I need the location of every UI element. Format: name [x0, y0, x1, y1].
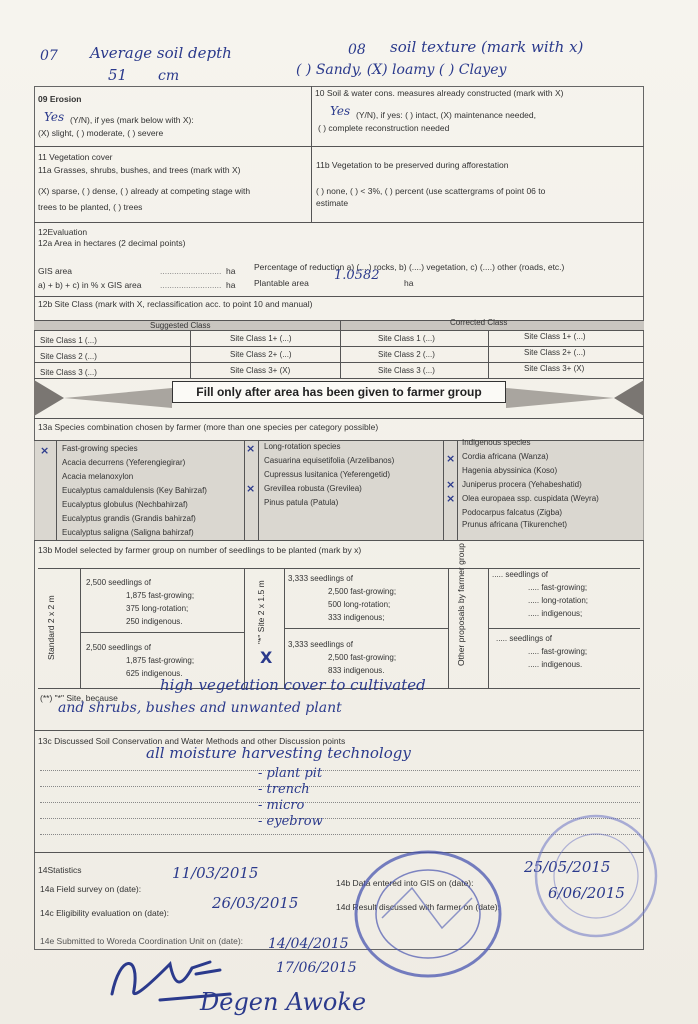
discussion-line4: - micro	[258, 798, 305, 813]
stats-a-value: 11/03/2015	[172, 864, 259, 882]
o2-3: ..... indigenous.	[528, 660, 583, 669]
stats-b-label: 14b Data entered into GIS on (date):	[336, 878, 474, 888]
evaluation-area-title: 12a Area in hectares (2 decimal points)	[38, 238, 186, 248]
erosion-line2: (X) slight, ( ) moderate, ( ) severe	[38, 128, 164, 138]
erosion-yes: Yes	[44, 110, 65, 124]
fast-4: Eucalyptus globulus (Nechbahirzaf)	[62, 500, 188, 509]
star-site-label: "*" Site 2 x 1.5 m	[256, 580, 266, 644]
vegetation-sub-b: 11b Vegetation to be preserved during afforestation	[316, 160, 509, 170]
s2-1: 2,500 seedlings of	[86, 643, 151, 652]
sc-col3-1: Site Class 1 (...)	[378, 334, 435, 343]
discussion-title: 13c Discussed Soil Conservation and Water Methods and other Discussion points	[38, 736, 346, 746]
fast-3: Eucalyptus camaldulensis (Key Bahirzaf)	[62, 486, 207, 495]
evaluation-ha1: ha	[226, 266, 236, 276]
vegetation-b-line2: estimate	[316, 198, 349, 208]
because-line2: and shrubs, bushes and unwanted plant	[58, 700, 342, 716]
species-title: 13a Species combination chosen by farmer (more than one species per category possible)	[38, 422, 379, 432]
evaluation-ha3: ha	[404, 278, 414, 288]
s1-1: 2,500 seedlings of	[86, 578, 151, 587]
evaluation-plantable-value: 1.0582	[334, 268, 380, 283]
stats-d-label: 14d Result discussed with farmer on (date):	[336, 902, 500, 912]
signature-name: Degen Awoke	[200, 988, 367, 1016]
t2-3: 833 indigenous.	[328, 666, 385, 675]
long-header: Long-rotation species	[264, 442, 341, 451]
ind-4: Olea europaea ssp. cuspidata (Weyra)	[462, 494, 599, 503]
vegetation-sub-a: 11a Grasses, shrubs, bushes, and trees (mark with X)	[38, 165, 241, 175]
form-page: 07 Average soil depth 51 cm 08 soil texture (mark with x) ( ) Sandy, (X) loamy ( ) Clayey 09 Erosion Yes (Y/N), if yes (mark below with X): (X) slight, ( ) moderate, ( ) severe 10 Soil & water cons. measures already constructed (mark with X) Yes (Y/N), if yes: ( ) intact, (X) maintenance needed, ( ) complete reconstruction needed 11 Vegetation cover 11a Grasses, shrubs, bushes, and trees (mark with X) (X) sparse, ( ) dense, ( ) already at competing stage with trees to be planted, ( ) trees 11b Vegetation to be preserved during afforestation ( ) none, ( ) < 3%, ( ) percent (use scattergrams of point 06 to estimate 12Evaluation 12a Area in hectares (2 decimal points) GIS area .......................... ha a) + b) + c) in % x GIS area .......................... ha Percentage of reduction a) (....) rocks, b) (....) vegetation, c) (....) other (roads, etc.) Plantable area 1.0582 ha 12b Site Class (mark with X, reclassification acc. to point 10 and manual) Suggested Class Corrected Class Site Class 1 (...) Site Class 2 (...) Site Class 3 (...) Site Class 1+ (...) Site Class 2+ (...) Site Class 3+ (X) Site Class 1 (...) Site Class 2 (...) Site Class 3 (...) Site Class 1+ (...) Site Class 2+ (...) Site Class 3+ (X) Fill only after area has been given to farmer group 13a Species combination chosen by farmer (more than one species per category possible) Fast-growing species Acacia decurrens (Yeferengiegirar) Acacia melanoxylon Eucalyptus camaldulensis (Key Bahirzaf) Eucalyptus globulus (Nechbahirzaf) Eucalyptus grandis (Grandis bahirzaf) Eucalyptus saligna (Saligna bahirzaf) × Long-rotation species Casuarina equisetifolia (Arzelibanos) Cupressus lusitanica (Yeferengetid) Grevillea robusta (Grevilea) Pinus patula (Patula) × × Indigenous species Cordia africana (Wanza) Hagenia abyssinica (Koso) Juniperus procera (Yehabeshatid) Olea europaea ssp. cuspidata (Weyra) Podocarpus falcatus (Zigba) Prunus africana (Tikurenchet) × × × 13b Model selected by farmer group on number of seedlings to be planted (mark by x) Standard 2 x 2 m "*" Site 2 x 1.5 m Other proposals by farmer group 2,500 seedlings of 1,875 fast-growing; 375 long-rotation; 250 indigenous. 2,500 seedlings of 1,875 fast-growing; 625 indigenous. 3,333 seedlings of 2,500 fast-growing; 500 long-rotation; 333 indigenous; 3,333 seedlings of 2,500 fast-growing; 833 indigenous. ..... seedlings of ..... fast-growing; ..... long-rotation; ..... indigenous; ..... seedlings of ..... fast-growing; ..... indigenous. X (**) "*" Site, because high vegetation cover to cultivated and shrubs, bushes and unwanted plant 13c Discussed Soil Conservation and Water Methods and other Discussion points all moisture harvesting technology - plant pit - trench - micro - eyebrow 14Statistics 14a Field survey on (date): 11/03/2015 14b Data entered into GIS on (date): 25/05/2015 14c Eligibility evaluation on (date): 26/03/2015 14d Result discussed with farmer on (date): 6/06/2015 14e Submitted to Woreda Coordination Unit on (date): 14/04/2015 17/06/2015 Degen Awoke	[0, 0, 698, 1024]
stats-c-label: 14c Eligibility evaluation on (date):	[40, 908, 169, 918]
site-class-suggested: Suggested Class	[150, 321, 211, 330]
conservation-title: 10 Soil & water cons. measures already constructed (mark with X)	[315, 88, 564, 98]
long-1: Casuarina equisetifolia (Arzelibanos)	[264, 456, 395, 465]
o2-2: ..... fast-growing;	[528, 647, 588, 656]
vegetation-b-line1: ( ) none, ( ) < 3%, ( ) percent (use scattergrams of point 06 to	[316, 186, 546, 196]
t1-1: 3,333 seedlings of	[288, 574, 353, 583]
discussion-line5: - eyebrow	[258, 814, 323, 829]
stats-a-label: 14a Field survey on (date):	[40, 884, 142, 894]
ind-5: Podocarpus falcatus (Zigba)	[462, 508, 563, 517]
round-stamp-woreda	[352, 848, 504, 980]
t1-2: 2,500 fast-growing;	[328, 587, 397, 596]
evaluation-ha2: ha	[226, 280, 236, 290]
sc-col2-1: Site Class 1+ (...)	[230, 334, 292, 343]
evaluation-gis-area: GIS area	[38, 266, 73, 276]
sc-col2-3: Site Class 3+ (X)	[230, 366, 291, 375]
conservation-line1: (Y/N), if yes: ( ) intact, (X) maintenance needed,	[356, 110, 536, 120]
discussion-line2: - plant pit	[258, 766, 323, 781]
other-proposals-label: Other proposals by farmer group	[456, 543, 466, 666]
s2-2: 1,875 fast-growing;	[126, 656, 195, 665]
evaluation-reduction: Percentage of reduction a) (....) rocks, b) (....) vegetation, c) (....) other (roads, etc.)	[254, 262, 565, 272]
stats-c-value: 26/03/2015	[212, 894, 299, 912]
erosion-title: 09 Erosion	[38, 94, 82, 104]
discussion-line1: all moisture harvesting technology	[146, 744, 411, 762]
s1-4: 250 indigenous.	[126, 617, 183, 626]
long-3: Grevillea robusta (Grevilea)	[264, 484, 362, 493]
t2-2: 2,500 fast-growing;	[328, 653, 397, 662]
o1-1: ..... seedlings of	[492, 570, 549, 579]
stats-e-value1: 14/04/2015	[268, 936, 349, 952]
s2-3: 625 indigenous.	[126, 669, 183, 678]
vegetation-line2: trees to be planted, ( ) trees	[38, 202, 143, 212]
q07-unit: cm	[158, 68, 180, 84]
q08-prefix: 08	[348, 42, 366, 58]
ind-header: Indigenous species	[462, 438, 531, 447]
vegetation-title: 11 Vegetation cover	[38, 152, 113, 162]
q08-options: ( ) Sandy, (X) loamy ( ) Clayey	[296, 62, 507, 78]
t2-1: 3,333 seedlings of	[288, 640, 353, 649]
vegetation-line1: (X) sparse, ( ) dense, ( ) already at competing stage with	[38, 186, 251, 196]
fast-6: Eucalyptus saligna (Saligna bahirzaf)	[62, 528, 194, 537]
because-line1: high vegetation cover to cultivated	[160, 676, 426, 694]
o1-3: ..... long-rotation;	[528, 596, 589, 605]
sc-col4-3: Site Class 3+ (X)	[524, 364, 585, 373]
sc-col3-2: Site Class 2 (...)	[378, 350, 435, 359]
q07-value: 51	[108, 66, 128, 84]
stats-b-value: 25/05/2015	[524, 858, 611, 876]
long-4: Pinus patula (Patula)	[264, 498, 339, 507]
fast-1: Acacia decurrens (Yeferengiegirar)	[62, 458, 186, 467]
ind-2: Hagenia abyssinica (Koso)	[462, 466, 558, 475]
sc-col1-3: Site Class 3 (...)	[40, 368, 97, 377]
sc-col1-2: Site Class 2 (...)	[40, 352, 97, 361]
fast-2: Acacia melanoxylon	[62, 472, 134, 481]
fast-5: Eucalyptus grandis (Grandis bahirzaf)	[62, 514, 196, 523]
erosion-line1: (Y/N), if yes (mark below with X):	[70, 115, 194, 125]
sc-col2-2: Site Class 2+ (...)	[230, 350, 292, 359]
sc-col4-2: Site Class 2+ (...)	[524, 348, 586, 357]
model-title: 13b Model selected by farmer group on number of seedlings to be planted (mark by x)	[38, 545, 362, 555]
evaluation-plantable: Plantable area	[254, 278, 309, 288]
q07-label: Average soil depth	[90, 44, 232, 62]
q07-prefix: 07	[40, 48, 58, 64]
ind-3: Juniperus procera (Yehabeshatid)	[462, 480, 582, 489]
o2-1: ..... seedlings of	[496, 634, 553, 643]
banner-fill-only: Fill only after area has been given to farmer group	[172, 381, 506, 403]
t1-4: 333 indigenous;	[328, 613, 385, 622]
o1-2: ..... fast-growing;	[528, 583, 588, 592]
ind-6: Prunus africana (Tikurenchet)	[462, 520, 568, 529]
sc-col3-3: Site Class 3 (...)	[378, 366, 435, 375]
s1-2: 1,875 fast-growing;	[126, 591, 195, 600]
o1-4: ..... indigenous;	[528, 609, 583, 618]
sc-col1-1: Site Class 1 (...)	[40, 336, 97, 345]
evaluation-title: 12Evaluation	[38, 227, 88, 237]
stats-title: 14Statistics	[38, 865, 82, 875]
t1-3: 500 long-rotation;	[328, 600, 391, 609]
ind-1: Cordia africana (Wanza)	[462, 452, 549, 461]
because-label: (**) "*" Site, because	[40, 693, 118, 703]
conservation-line2: ( ) complete reconstruction needed	[318, 123, 450, 133]
q08-label: soil texture (mark with x)	[390, 38, 584, 56]
long-2: Cupressus lusitanica (Yeferengetid)	[264, 470, 390, 479]
discussion-line3: - trench	[258, 782, 310, 797]
stats-e-label: 14e Submitted to Woreda Coordination Unit on (date):	[40, 936, 244, 946]
evaluation-formula: a) + b) + c) in % x GIS area	[38, 280, 142, 290]
fast-header: Fast-growing species	[62, 444, 138, 453]
stats-d-value: 6/06/2015	[548, 884, 625, 902]
standard-label: Standard 2 x 2 m	[46, 595, 56, 660]
s1-3: 375 long-rotation;	[126, 604, 189, 613]
site-class-corrected: Corrected Class	[450, 318, 508, 327]
round-stamp-office	[532, 810, 662, 942]
conservation-yes: Yes	[330, 104, 351, 118]
site-class-title: 12b Site Class (mark with X, reclassification acc. to point 10 and manual)	[38, 299, 313, 309]
sc-col4-1: Site Class 1+ (...)	[524, 332, 586, 341]
stats-e-value2: 17/06/2015	[276, 960, 357, 976]
